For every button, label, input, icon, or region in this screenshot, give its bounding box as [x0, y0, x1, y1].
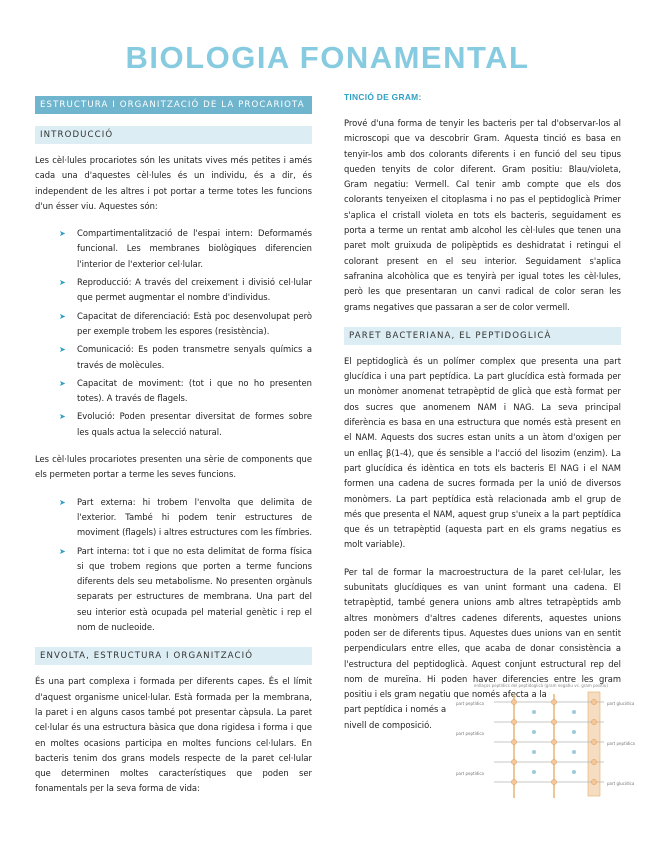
arrow-bullet-icon: ➤ — [59, 378, 66, 388]
envolta-paragraph: És una part complexa i formada per diferents capes. És el límit d'aquest organisme unicel·lular. Està formada per la membrana, la paret i en alguns casos també pot presentar càpsula. La paret cel·lular és una estructura bàsica que dona rigidesa i forma i que en moltes ocasions participa en moltes funcions cel·lulars. En bacteris tenim dos grans models respecte de la paret cel·lular que determinen moltes característiques que poden ser fonamentals per la seva forma de vida: — [35, 676, 312, 794]
list-item: ➤ Evolució: Poden presentar diversitat de formes sobre les quals actua la selecció natural. — [59, 411, 312, 437]
left-column — [35, 92, 312, 809]
paret-paragraph-2-end-1: part peptídica i només a — [344, 704, 447, 715]
figure-label-left-1: part peptídica — [456, 701, 484, 707]
subsection-header-paret: PARET BACTERIANA, EL PEPTIDOGLICÀ — [344, 327, 621, 345]
paret-paragraph-2-end-2: nivell de composició. — [344, 719, 432, 730]
arrow-bullet-icon: ➤ — [59, 345, 66, 355]
arrow-bullet-icon: ➤ — [59, 278, 66, 288]
cross-links — [494, 702, 604, 782]
figure-label-left-2: part peptídica — [456, 731, 484, 737]
arrow-bullet-icon: ➤ — [59, 229, 66, 239]
arrow-bullet-icon: ➤ — [59, 497, 66, 507]
right-column — [344, 92, 635, 787]
list-item: ➤ Capacitat de moviment: (tot i que no ho presenten totes). A través de flagels. — [59, 377, 312, 404]
section-header-procariota: ESTRUCTURA I ORGANITZACIÓ DE LA PROCARIOTA — [35, 96, 312, 114]
figure-label-right-2: part peptídica — [607, 741, 635, 747]
paret-paragraph-2: Per tal de formar la macroestructura de la paret cel·lular, les subunitats glucídiques es van unint formant una cadena. El tetrapèptid, també genera unions amb altres tetrapèptids amb altres monòmers d'altres cadenes diferents, aquestes unions poden ser de diferents tipus. Aquestes dues unions van en sentit perpendiculars entre elles, que acaba de donar consistència a l'estructura del peptidoglicà. Aquest conjunt estructural rep del nom de mureïna. Hi poden haver diferencies entre les gram positiu i els gram negatiu que només afecta a la — [344, 566, 621, 700]
gram-title: TINCIÓ DE GRAM: — [344, 92, 422, 102]
figure-area — [344, 683, 635, 787]
peptidoglycan-diagram — [454, 680, 644, 810]
figure-label-left-3: part peptídica — [456, 771, 484, 777]
subsection-header-introduccio: INTRODUCCIÓ — [35, 126, 312, 144]
paret-paragraph-1: El peptidoglicà és un polímer complex que presenta una part glucídica i una part peptídica. La part glucídica està formada per un monòmer anomenat tetrapèptid de glicà que està format per dos sucres que anomenem NAM i NAG. La seva principal diferència es basa en una estructura que només està present en el NAM. Aquests dos sucres estan units a un àtom d'oxigen per un enllaç β(1-4), que és sensible a l'acció del lisozim (enzim). La part glucídica és idèntica en tots els bacteris El NAG i el NAM formen una cadena de sucres formada per la unió de diversos monòmers. La part peptídica està relacionada amb el grup de més que presenta el NAM, aquest grup s'uneix a la part peptídica que és un tetrapèptid (aquesta part en els grams negatius es molt variable). — [344, 355, 621, 550]
gram-paragraph: Prové d'una forma de tenyir les bacteris per tal d'observar-los al microscopi que va descobrir Gram. Aquesta tinció es basa en tenyir-los amb dos colorants diferents i en funció del seu tipus queden tenyits de color diferent. Gram positiu: Blau/violeta, Gram negatiu: Vermell. Cal tenir amb compte que els dos colorants tenyeixen el citoplasma i no pas el peptidoglicà Primer s'aplica el cristall violeta en tots els bacteris, seguidament es porta a terme un rentat amb alcohol les cèl·lules que tenen una paret molt gruixuda de polipèptids es deshidratat i retingui el colorant present en el seu interior. Seguidament s'aplica safranina alcohòlica que es tenyirà per igual totes les cèl·lules, però les que presentaran un canvi radical de color seran les grams negatives que passaran a ser de color vermell. — [344, 118, 621, 312]
list-item: ➤ Part interna: tot i que no esta delimitat de forma física si que trobem regions que porten a terme funcions diferents dels seu metabolisme. No presenten orgànuls separats per estructures de membrana. Una part del seu interior està ocupada pel material genètic i rep el nom de nucleoide. — [59, 545, 312, 633]
list-item: ➤ Compartimentalització de l'espai intern: Deformamés funcional. Les membranes biològiques diferencien l'interior de l'exterior cel·lular. — [59, 228, 312, 269]
components-list — [35, 495, 312, 636]
figure-caption: enllaços peptídics del peptidoglicà (gram negatiu vs. gram positiu) — [474, 683, 608, 689]
list-item: ➤ Comunicació: Es poden transmetre senyals químics a través de molècules. — [59, 344, 312, 370]
list-item: ➤ Part externa: hi trobem l'envolta que delimita de l'exterior. També hi podem tenir estructures de moviment (flagels) i altres estructures com les fímbries. — [59, 496, 312, 538]
list-item: ➤ Reproducció: A través del creixement i divisió cel·lular que permet augmentar el nombre d'individus. — [59, 277, 312, 303]
figure-label-right-3: part glucídica — [607, 781, 635, 787]
functions-list — [35, 226, 312, 440]
arrow-bullet-icon: ➤ — [59, 311, 66, 321]
arrow-bullet-icon: ➤ — [59, 546, 66, 556]
components-paragraph: Les cèl·lules procariotes presenten una sèrie de components que els permeten portar a terme les seves funcions. — [35, 454, 312, 480]
page-title: BIOLOGIA FONAMENTAL — [125, 40, 530, 75]
subsection-header-envolta: ENVOLTA, ESTRUCTURA I ORGANITZACIÓ — [35, 647, 312, 665]
list-item: ➤ Capacitat de diferenciació: Està poc desenvolupat però per exemple trobem les espores (resistència). — [59, 310, 312, 336]
figure-label-right-1: part glucídica — [607, 701, 635, 707]
intro-paragraph: Les cèl·lules procariotes són les unitats vives més petites i amés cada una d'aquestes cèl·lules és un individu, és a dir, és independent de les altres i pot portar a terme totes les funcions d'un ésser viu. Aquestes són: — [35, 155, 312, 211]
arrow-bullet-icon: ➤ — [59, 412, 66, 422]
